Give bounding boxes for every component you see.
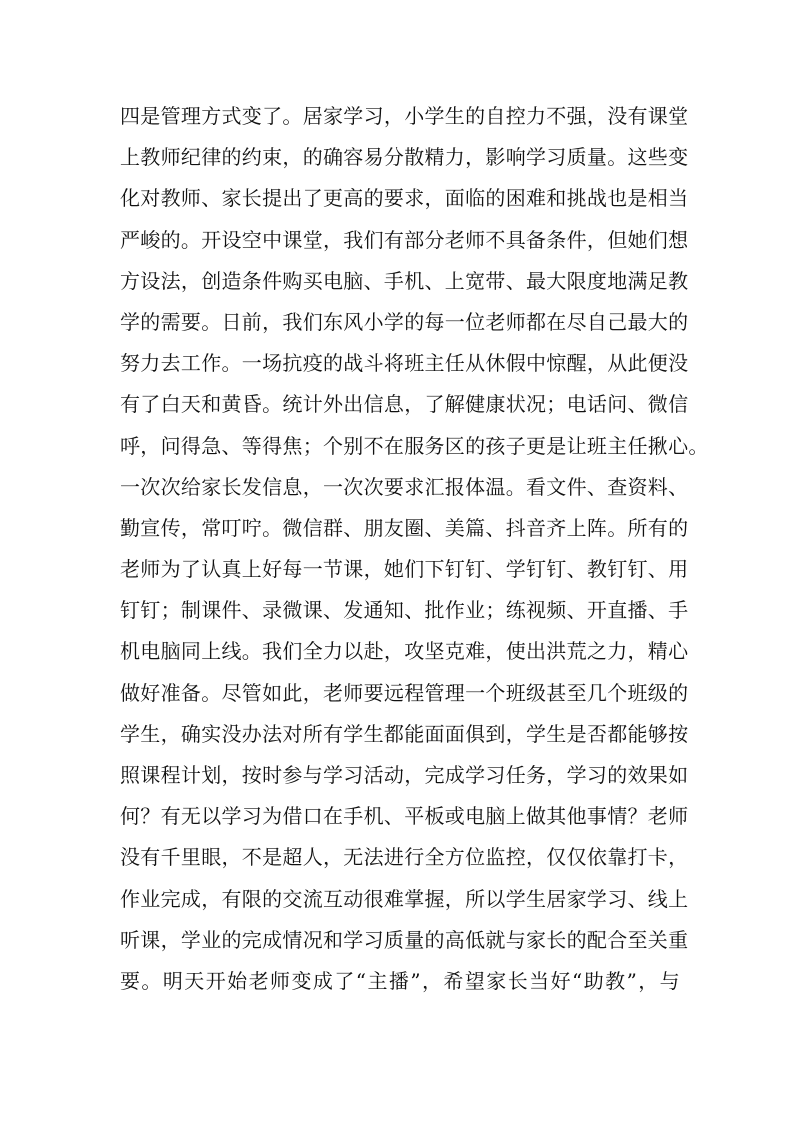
text-line-16: 学生，确实没办法对所有学生都能面面俱到，学生是否都能够按 <box>120 721 689 746</box>
text-line-1: 四是管理方式变了。居家学习，小学生的自控力不强，没有课堂 <box>120 104 689 128</box>
text-line-9: 呼，问得急、等得焦；个别不在服务区的孩子更是让班主任揪心。 <box>120 433 709 458</box>
text-line-6: 学的需要。日前，我们东风小学的每一位老师都在尽自己最大的 <box>120 309 689 334</box>
text-line-17: 照课程计划，按时参与学习活动，完成学习任务，学习的效果如 <box>120 763 689 787</box>
text-line-7: 努力去工作。一场抗疫的战斗将班主任从休假中惊醒，从此便没 <box>120 351 689 376</box>
body-paragraph <box>120 96 709 1002</box>
text-line-21: 听课，学业的完成情况和学习质量的高低就与家长的配合至关重 <box>120 927 689 952</box>
text-line-2: 上教师纪律的约束，的确容易分散精力，影响学习质量。这些变 <box>120 145 689 170</box>
text-line-4: 严峻的。开设空中课堂，我们有部分老师不具备条件，但她们想 <box>120 227 689 252</box>
text-line-22: 要。明天开始老师变成了“主播”，希望家长当好“助教”，与 <box>120 968 680 993</box>
text-line-18: 何？有无以学习为借口在手机、平板或电脑上做其他事情？老师 <box>120 804 689 829</box>
text-line-12: 老师为了认真上好每一节课，她们下钉钉、学钉钉、教钉钉、用 <box>120 557 689 582</box>
text-line-13: 钉钉；制课件、录微课、发通知、批作业；练视频、开直播、手 <box>120 598 689 623</box>
text-line-8: 有了白天和黄昏。统计外出信息，了解健康状况；电话问、微信 <box>120 392 689 417</box>
text-line-15: 做好准备。尽管如此，老师要远程管理一个班级甚至几个班级的 <box>120 680 689 705</box>
text-line-5: 方设法，创造条件购买电脑、手机、上宽带、最大限度地满足教 <box>120 268 689 293</box>
text-line-10: 一次次给家长发信息，一次次要求汇报体温。看文件、查资料、 <box>120 474 689 499</box>
text-line-19: 没有千里眼，不是超人，无法进行全方位监控，仅仅依靠打卡， <box>120 845 689 870</box>
text-line-20: 作业完成，有限的交流互动很难掌握，所以学生居家学习、线上 <box>120 886 689 911</box>
text-line-3: 化对教师、家长提出了更高的要求，面临的困难和挑战也是相当 <box>120 186 689 211</box>
text-line-11: 勤宣传，常叮咛。微信群、朋友圈、美篇、抖音齐上阵。所有的 <box>120 515 689 540</box>
text-line-14: 机电脑同上线。我们全力以赴，攻坚克难，使出洪荒之力，精心 <box>120 639 689 664</box>
